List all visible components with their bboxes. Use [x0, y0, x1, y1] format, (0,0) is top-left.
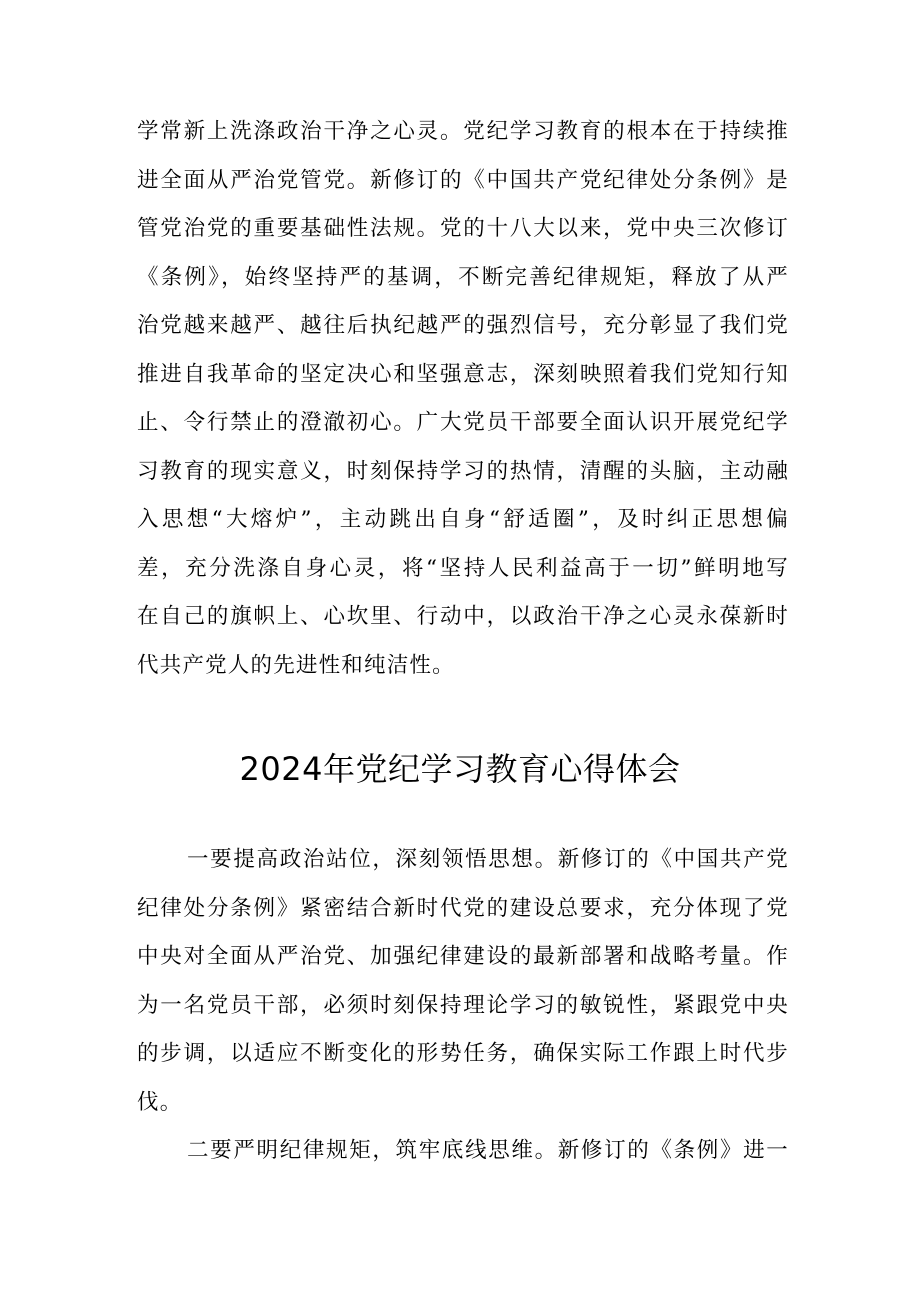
text-line: 差，充分洗涤自身心灵，将“坚持人民利益高于一切”鲜明地写 [137, 555, 789, 581]
text-line: 入思想“大熔炉”，主动跳出自身“舒适圈”，及时纠正思想偏 [137, 507, 789, 532]
text-line: 《条例》，始终坚持严的基调，不断完善纪律规矩，释放了从严 [137, 264, 789, 290]
text-line: 二要严明纪律规矩，筑牢底线思维。新修订的《条例》进一 [187, 1138, 789, 1163]
text-line: 代共产党人的先进性和纯洁性。 [137, 652, 455, 678]
text-line: 进全面从严治党管党。新修订的《中国共产党纪律处分条例》是 [137, 167, 789, 193]
text-line: 的步调，以适应不断变化的形势任务，确保实际工作跟上时代步 [137, 1041, 789, 1066]
text-line: 学常新上洗涤政治干净之心灵。党纪学习教育的根本在于持续推 [137, 119, 789, 144]
document-title: 2024年党纪学习教育心得体会 [239, 750, 681, 788]
text-line: 止、令行禁止的澄澈初心。广大党员干部要全面认识开展党纪学 [137, 410, 789, 435]
text-line: 一要提高政治站位，深刻领悟思想。新修订的《中国共产党 [187, 847, 789, 872]
text-line: 伐。 [137, 1089, 183, 1115]
continued-paragraph [137, 108, 789, 690]
text-line: 习教育的现实意义，时刻保持学习的热情，清醒的头脑，主动融 [137, 458, 789, 484]
text-line: 管党治党的重要基础性法规。党的十八大以来，党中央三次修订 [137, 216, 789, 241]
text-line: 为一名党员干部，必须时刻保持理论学习的敏锐性，紧跟党中央 [137, 992, 789, 1018]
text-line: 治党越来越严、越往后执纪越严的强烈信号，充分彰显了我们党 [137, 313, 789, 338]
text-line: 中央对全面从严治党、加强纪律建设的最新部署和战略考量。作 [137, 944, 789, 969]
paragraph-one [137, 836, 789, 1127]
paragraph-two [137, 1127, 789, 1176]
text-line: 在自己的旗帜上、心坎里、行动中，以政治干净之心灵永葆新时 [137, 604, 789, 629]
text-line: 推进自我革命的坚定决心和坚强意志，深刻映照着我们党知行知 [137, 361, 789, 387]
text-line: 纪律处分条例》紧密结合新时代党的建设总要求，充分体现了党 [137, 895, 789, 921]
